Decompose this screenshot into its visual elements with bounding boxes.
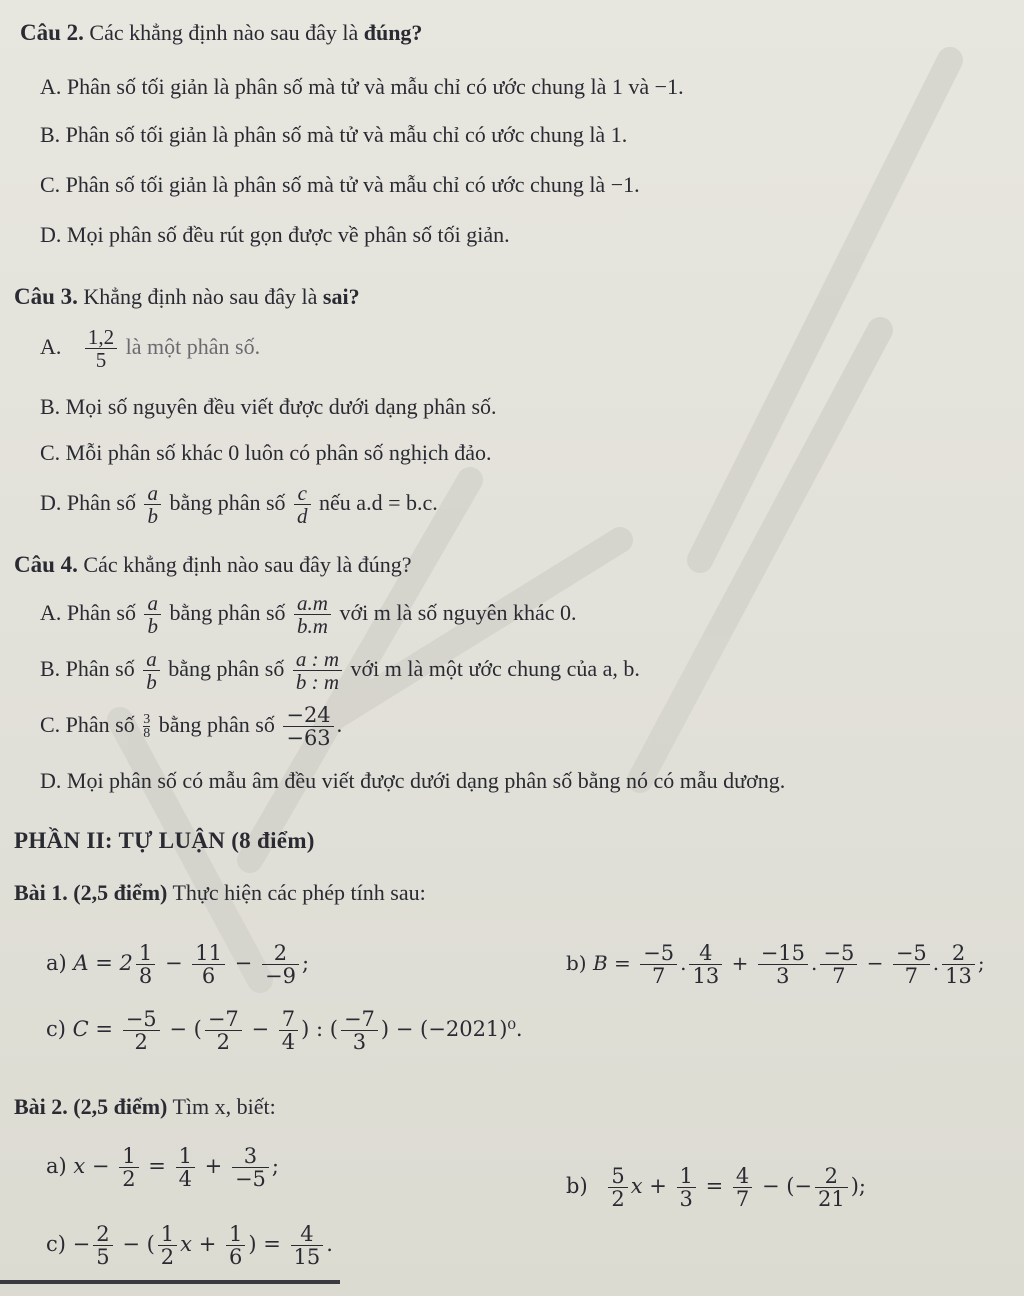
q4-b-mid: bằng phân số — [168, 656, 285, 681]
q3-d-end: nếu a.d = b.c. — [319, 490, 438, 515]
q2-option-c: C. Phân số tối giản là phân số mà tử và mẫu chỉ có ước chung là −1. — [40, 172, 640, 197]
q2-stem: Các khẳng định nào sau đây là — [83, 20, 364, 45]
q4-c-num-1: 3 — [143, 712, 151, 728]
bai1-b-lhs: B = — [592, 951, 631, 975]
bai2-a-f2-den: 4 — [176, 1167, 195, 1190]
q4-b-fraction-2 — [293, 648, 342, 693]
q2-stem-bold: đúng? — [363, 20, 423, 45]
q3-option-a — [40, 322, 260, 372]
bai1-c-f2-den: 2 — [205, 1030, 242, 1053]
bai1-c-end: ) − (−2021)⁰. — [380, 1017, 523, 1041]
bai1-b-f5-num: −5 — [895, 941, 927, 965]
bai1-b-f1-num: −5 — [643, 941, 675, 965]
bai1-b-f4-num: −5 — [823, 941, 855, 965]
bai2-b-fraction-2 — [677, 1165, 696, 1210]
q3-a-label: A. — [40, 334, 62, 359]
bai1-a-f1-den: 8 — [136, 964, 155, 987]
q3-d-label: D. Phân số — [40, 490, 136, 515]
q4-a-den-1: b — [144, 614, 161, 637]
q3-d-den-2: d — [294, 504, 311, 527]
bai1-a-f3-num: 2 — [273, 941, 288, 965]
part2-title: PHẦN II: TỰ LUẬN (8 điểm) — [14, 828, 315, 853]
bai2-c-lhs: − — [72, 1232, 91, 1256]
bai1-c-f4-num: −7 — [343, 1007, 375, 1031]
bai1-b-op-2: − — [866, 951, 884, 975]
bai2-c-eq: ) = — [248, 1232, 281, 1256]
q3-d-num-2: c — [297, 481, 307, 506]
bai1-b-f5-den: 7 — [893, 964, 930, 987]
q2-option-b: B. Phân số tối giản là phân số mà tử và mẫu chỉ có ước chung là 1. — [40, 122, 628, 147]
q2-option-d: D. Mọi phân số đều rút gọn được về phân số tối giản. — [40, 222, 510, 247]
bai1-b-dot-1: . — [680, 951, 687, 975]
bai2-b-fraction-4 — [815, 1165, 848, 1210]
q4-c-label: C. Phân số — [40, 712, 135, 737]
bai1-stem: Thực hiện các phép tính sau: — [167, 880, 426, 905]
q4-b-fraction-1 — [143, 648, 160, 693]
q4-b-den-1: b — [143, 670, 160, 693]
bai1-c-op-2: − — [251, 1017, 270, 1041]
q4-b-num-1: a — [146, 647, 157, 672]
q4-a-num-1: a — [147, 591, 158, 616]
bai1-title: Bài 1. — [14, 880, 68, 905]
q4-a-mid: bằng phân số — [169, 600, 286, 625]
q4-a-end: với m là số nguyên khác 0. — [339, 600, 577, 625]
q3-option-d — [40, 478, 438, 528]
bai1-a-op1: − — [164, 951, 183, 975]
bai2-c-f4-den: 15 — [291, 1245, 324, 1268]
bai2-c-f3-num: 1 — [228, 1222, 243, 1246]
bai1-a-lhs: A = 2 — [73, 951, 133, 975]
bai1-b-fraction-4 — [820, 942, 857, 987]
q4-c-mid: bằng phân số — [158, 712, 275, 737]
bai2-a-f3-den: −5 — [232, 1167, 269, 1190]
bai2-b-f3-num: 4 — [735, 1164, 750, 1188]
q4-c-fraction-2 — [283, 704, 333, 749]
bai2-a-f1-den: 2 — [119, 1167, 138, 1190]
q3-d-den-1: b — [144, 504, 161, 527]
bai2-a-fraction-2 — [176, 1145, 195, 1190]
q4-a-fraction-2 — [294, 592, 331, 637]
bai2-a-f3-num: 3 — [243, 1144, 258, 1168]
bai2-b-f2-num: 1 — [679, 1164, 693, 1188]
q4-a-num-2: a.m — [297, 591, 328, 616]
q2-heading — [20, 20, 422, 46]
bai2-title: Bài 2. — [14, 1094, 68, 1119]
bai2-b-f4-den: 21 — [815, 1187, 848, 1210]
q4-option-d: D. Mọi phân số có mẫu âm đều viết được dưới dạng phân số bằng nó có mẫu dương. — [40, 768, 786, 793]
bai2-b-f4-num: 2 — [824, 1164, 839, 1188]
q2-option-a: A. Phân số tối giản là phân số mà tử và mẫu chỉ có ước chung là 1 và −1. — [40, 74, 684, 99]
q3-title: Câu 3. — [14, 284, 78, 309]
q3-a-den: 5 — [85, 348, 117, 371]
q3-stem-bold: sai? — [322, 284, 360, 309]
bai2-c-fraction-1 — [93, 1223, 112, 1268]
q4-heading — [14, 552, 411, 578]
bai1-b-op-1: + — [731, 951, 749, 975]
q3-stem: Khẳng định nào sau đây là — [77, 284, 323, 309]
bai1-a-f2-den: 6 — [192, 964, 225, 987]
q3-d-num-1: a — [147, 481, 158, 506]
bai1-c-f1-num: −5 — [125, 1007, 157, 1031]
bai1-c-f3-num: 7 — [281, 1007, 296, 1031]
q3-a-text: là một phân số. — [120, 334, 261, 359]
bai2-a-f2-num: 1 — [178, 1144, 192, 1168]
bai1-b-fraction-2 — [689, 942, 722, 987]
bai1-b-fraction-1 — [640, 942, 677, 987]
bai2-c-f1-num: 2 — [96, 1222, 110, 1246]
bai2-c-f2-num: 1 — [160, 1222, 175, 1246]
bai1-a — [46, 938, 309, 988]
bai1-c-lhs: C = — [72, 1017, 113, 1041]
bai1-c-fraction-3 — [279, 1008, 298, 1053]
q2-title: Câu 2. — [20, 20, 84, 45]
bai1-b-f6-num: 2 — [951, 941, 966, 965]
bai1-b-end: ; — [977, 951, 985, 975]
bai1-a-f1-num: 1 — [138, 941, 153, 965]
bai1-b-fraction-5 — [893, 942, 930, 987]
q4-b-label: B. Phân số — [40, 656, 135, 681]
bai1-b-f2-den: 13 — [689, 964, 722, 987]
q4-c-num-2: −24 — [286, 703, 331, 728]
bai1-c-fraction-2 — [205, 1008, 242, 1053]
bai2-b-op: − (− — [761, 1174, 812, 1198]
bai2-b-f1-den: 2 — [608, 1187, 627, 1210]
bai1-b-dot-3: . — [932, 951, 940, 975]
bai2-points: (2,5 điểm) — [67, 1094, 168, 1119]
q3-option-c: C. Mỗi phân số khác 0 luôn có phân số nghịch đảo. — [40, 440, 492, 465]
q3-d-fraction-2 — [294, 482, 311, 527]
bai2-c — [46, 1216, 333, 1272]
bai1-b-fraction-6 — [942, 942, 975, 987]
q4-c-den-2: −63 — [283, 726, 333, 749]
bai2-b-f2-den: 3 — [677, 1187, 696, 1210]
q4-option-a — [40, 588, 577, 638]
bai1-b-dot-2: . — [811, 951, 818, 975]
bai2-c-fraction-4 — [291, 1223, 324, 1268]
bai1-a-fraction-1 — [136, 942, 155, 987]
q4-c-end: . — [336, 712, 343, 737]
bai1-c — [46, 1004, 523, 1054]
bai1-c-fraction-4 — [341, 1008, 378, 1053]
bai2-stem: Tìm x, biết: — [167, 1094, 276, 1119]
bai1-b — [566, 938, 985, 988]
bai1-a-f3-den: −9 — [262, 964, 299, 987]
q3-heading — [14, 284, 360, 310]
q3-d-mid: bằng phân số — [169, 490, 286, 515]
bai1-c-label: c) — [46, 1017, 66, 1041]
bai2-b-x: x + — [630, 1174, 667, 1198]
bai1-c-f1-den: 2 — [123, 1030, 160, 1053]
bai1-points: (2,5 điểm) — [67, 880, 168, 905]
bai1-b-f4-den: 7 — [820, 964, 857, 987]
bottom-divider — [0, 1280, 340, 1284]
bai2-c-end: . — [326, 1232, 333, 1256]
bai2-a-op: + — [204, 1154, 223, 1178]
bai2-c-label: c) — [46, 1232, 66, 1256]
bai2-c-fraction-2 — [158, 1223, 177, 1268]
bai2-a-end: ; — [271, 1154, 279, 1178]
bai2-b-f1-num: 5 — [611, 1164, 625, 1188]
bai2-a-fraction-3 — [232, 1145, 269, 1190]
bai1-b-f3-den: 3 — [758, 964, 808, 987]
bai1-a-fraction-3 — [262, 942, 299, 987]
bai2-b-eq: = — [705, 1174, 724, 1198]
q3-a-num: 1,2 — [87, 325, 115, 350]
bai2-heading — [14, 1094, 276, 1120]
bai2-b-end: ); — [850, 1174, 867, 1198]
bai2-a-fraction-1 — [119, 1145, 138, 1190]
bai1-c-f2-num: −7 — [207, 1007, 239, 1031]
bai2-a-label: a) — [46, 1154, 67, 1178]
bai1-b-f2-num: 4 — [699, 941, 713, 965]
bai1-c-f3-den: 4 — [279, 1030, 298, 1053]
bai2-a-lhs: x − — [73, 1154, 110, 1178]
bai1-a-op2: − — [234, 951, 253, 975]
bai2-b-fraction-1 — [608, 1165, 627, 1210]
q4-b-num-2: a : m — [295, 647, 340, 672]
q4-option-c — [40, 700, 342, 750]
bai2-c-x: x + — [180, 1232, 217, 1256]
bai2-b — [566, 1158, 866, 1214]
q4-title: Câu 4. — [14, 552, 78, 577]
q3-d-fraction-1 — [144, 482, 161, 527]
bai1-c-fraction-1 — [123, 1008, 160, 1053]
bai1-b-fraction-3 — [758, 942, 808, 987]
bai2-b-fraction-3 — [733, 1165, 752, 1210]
bai1-b-f1-den: 7 — [640, 964, 677, 987]
q4-b-end: với m là một ước chung của a, b. — [350, 656, 640, 681]
bai2-c-f4-num: 4 — [300, 1222, 314, 1246]
bai1-c-op-1: − ( — [169, 1017, 202, 1041]
q4-b-den-2: b : m — [293, 670, 342, 693]
bai2-a-f1-num: 1 — [122, 1144, 136, 1168]
q4-c-den-1: 8 — [143, 726, 151, 742]
bai2-b-label: b) — [566, 1174, 588, 1198]
bai2-c-f1-den: 5 — [93, 1245, 112, 1268]
bai1-a-fraction-2 — [192, 942, 225, 987]
bai1-c-op-3: ) : ( — [301, 1017, 338, 1041]
q3-a-fraction — [85, 326, 117, 371]
q4-a-den-2: b.m — [294, 614, 331, 637]
bai2-b-f3-den: 7 — [733, 1187, 752, 1210]
q3-option-b: B. Mọi số nguyên đều viết được dưới dạng phân số. — [40, 394, 497, 419]
q4-c-fraction-1 — [143, 713, 150, 740]
bai1-c-f4-den: 3 — [341, 1030, 378, 1053]
bai1-b-f3-num: −15 — [760, 941, 806, 965]
bai1-b-label: b) — [566, 951, 587, 975]
bai1-a-f2-num: 11 — [195, 941, 222, 965]
bai2-c-op-1: − ( — [122, 1232, 155, 1256]
bai2-c-fraction-3 — [226, 1223, 245, 1268]
bai2-c-f3-den: 6 — [226, 1245, 245, 1268]
q4-option-b — [40, 644, 640, 694]
bai1-a-end: ; — [301, 951, 310, 975]
bai2-a — [46, 1138, 279, 1194]
q4-a-fraction-1 — [144, 592, 161, 637]
q4-stem: Các khẳng định nào sau đây là đúng? — [77, 552, 412, 577]
q4-a-label: A. Phân số — [40, 600, 136, 625]
bai2-c-f2-den: 2 — [158, 1245, 177, 1268]
bai1-a-label: a) — [46, 951, 67, 975]
bai2-a-eq: = — [148, 1154, 166, 1178]
bai1-b-f6-den: 13 — [942, 964, 975, 987]
bai1-heading — [14, 880, 426, 906]
